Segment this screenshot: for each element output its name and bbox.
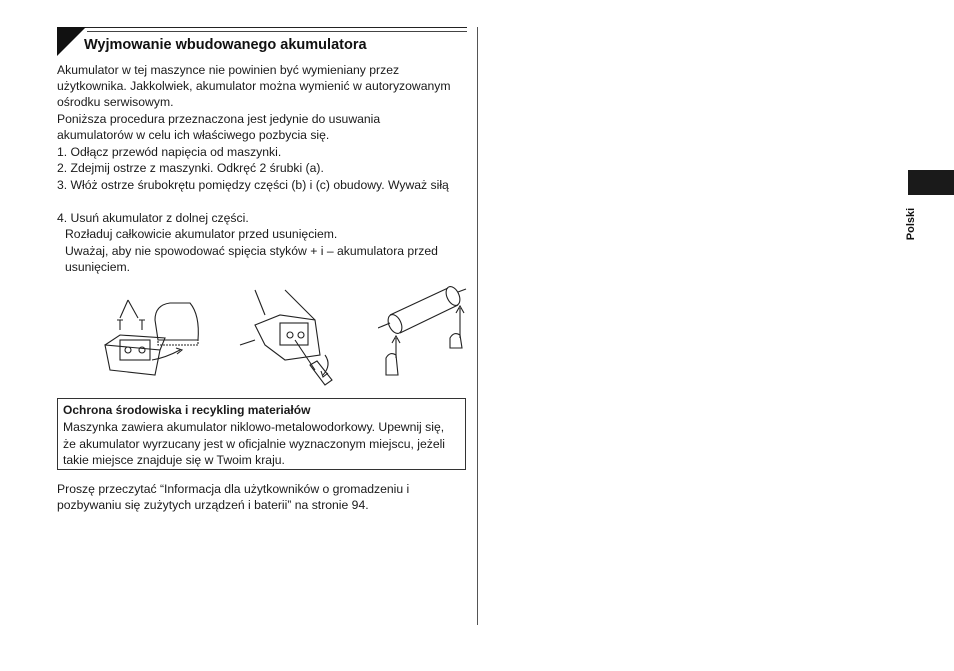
body-line: Akumulator w tej maszynce nie powinien być wymieniany przez (57, 63, 400, 77)
language-tab-label (905, 206, 925, 246)
step-3: 3. Włóż ostrze śrubokrętu pomiędzy części (b) i (c) obudowy. Wyważ siłą (57, 178, 449, 192)
body-line: akumulatorów w celu ich właściwego pozbycia się. (57, 128, 330, 142)
screwdriver-pry-icon (235, 285, 345, 390)
body-line: Poniższa procedura przeznaczona jest jedynie do usuwania (57, 112, 381, 126)
language-label-text: Polski (905, 207, 918, 241)
language-tab-block (908, 170, 954, 195)
step-4: 4. Usuń akumulator z dolnej części. (57, 211, 249, 225)
step-2: 2. Zdejmij ostrze z maszynki. Odkręć 2 śrubki (a). (57, 161, 324, 175)
environment-line: takie miejsce znajduje się w Twoim kraju. (63, 453, 285, 467)
heading-rule (57, 27, 467, 28)
step-1: 1. Odłącz przewód napięcia od maszynki. (57, 145, 282, 159)
heading-rule-inner (87, 31, 467, 32)
environment-title: Ochrona środowiska i recykling materiałów (63, 403, 311, 417)
body-line: ośrodku serwisowym. (57, 95, 174, 109)
column-divider (477, 27, 478, 625)
environment-line: Maszynka zawiera akumulator niklowo-metalowodorkowy. Upewnij się, (63, 420, 445, 434)
footer-line: Proszę przeczytać “Informacja dla użytkowników o gromadzeniu i (57, 482, 410, 496)
battery-removal-icon (378, 283, 468, 378)
step-4-note: Uważaj, aby nie spowodować spięcia styków + i – akumulatora przed (65, 244, 438, 258)
shaver-screws-removal-icon (80, 290, 210, 385)
section-title: Wyjmowanie wbudowanego akumulatora (84, 37, 367, 53)
heading-triangle-icon (57, 27, 86, 56)
environment-line: że akumulator wyrzucany jest w oficjalnie wyznaczonym miejscu, jeżeli (63, 437, 446, 451)
step-4-note: usunięciem. (65, 260, 131, 274)
footer-line: pozbywaniu się zużytych urządzeń i baterii” na stronie 94. (57, 498, 369, 512)
step-4-note: Rozładuj całkowicie akumulator przed usunięciem. (65, 227, 338, 241)
body-line: użytkownika. Jakkolwiek, akumulator można wymienić w autoryzowanym (57, 79, 451, 93)
